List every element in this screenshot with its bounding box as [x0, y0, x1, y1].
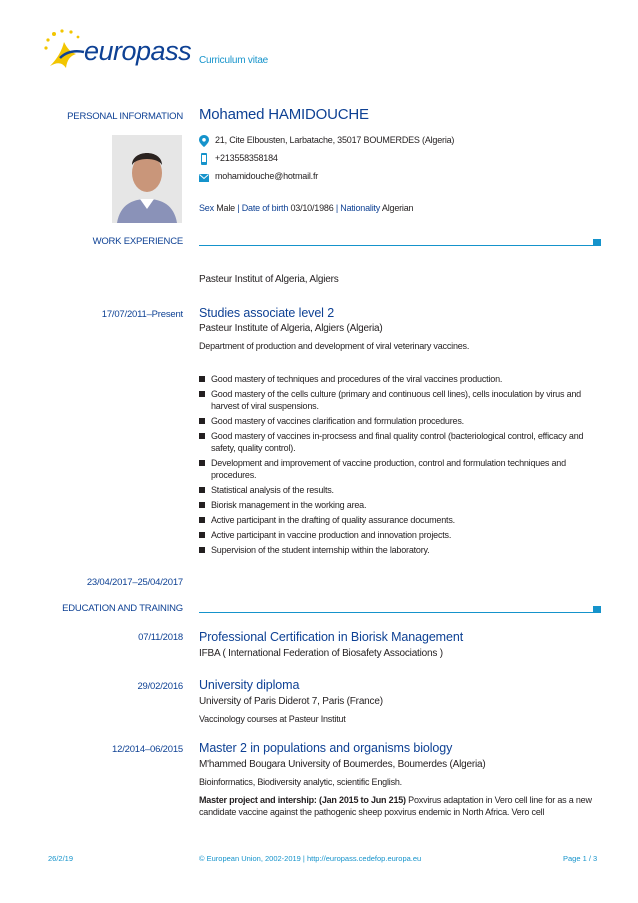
edu-title: Master 2 in populations and organisms biology: [199, 741, 453, 755]
email-text[interactable]: mohamidouche@hotmail.fr: [215, 171, 319, 181]
edu-date: 07/11/2018: [138, 632, 183, 643]
list-item: Good mastery of vaccines in-procsess and final quality control (bacteriological control, efficacy and safety, quality control).: [199, 430, 609, 454]
edu-org: IFBA ( International Federation of Biosafety Associations ): [199, 648, 443, 659]
list-item: Good mastery of techniques and procedures of the viral vaccines production.: [199, 373, 609, 385]
edu-detail: Vaccinology courses at Pasteur Institut: [199, 714, 346, 724]
list-item: Biorisk management in the working area.: [199, 499, 609, 511]
edu-project-text: Poxvirus adaptation in Vero cell line for as a new candidate vaccine against the pathogenic sheep poxvirus endemic in North Africa. Vero cell: [199, 795, 592, 817]
section-divider-work: [199, 245, 599, 246]
footer-page-number: Page 1 / 3: [563, 854, 598, 863]
list-item: Supervision of the student internship within the laboratory.: [199, 544, 609, 556]
edu-project-heading: Master project and intership: (Jan 2015 to Jun 215): [199, 795, 406, 805]
dob-label: Date of birth: [241, 203, 289, 213]
location-pin-icon: [199, 135, 209, 147]
job-employer: Pasteur Institute of Algeria, Algiers (Algeria): [199, 323, 383, 334]
edu-date: 29/02/2016: [137, 681, 183, 692]
extra-date: 23/04/2017–25/04/2017: [86, 577, 183, 588]
job-date: 17/07/2011–Present: [101, 309, 183, 320]
job-title: Studies associate level 2: [199, 306, 335, 320]
sex-value: Male: [216, 203, 235, 213]
edu-title: University diploma: [199, 678, 300, 692]
job-responsibilities-list: [199, 373, 609, 559]
footer-date: 26/2/19: [48, 854, 74, 863]
list-item: Good mastery of the cells culture (primary and continuous cell lines), cells inoculation by virus and harvest of viral suspensions.: [199, 388, 609, 412]
list-item: Active participant in vaccine production and innovation projects.: [199, 529, 609, 541]
edu-org: University of Paris Diderot 7, Paris (France): [199, 696, 383, 707]
edu-project: [199, 794, 609, 818]
mobile-phone-icon: [199, 153, 209, 165]
doc-title: Curriculum vitae: [199, 55, 269, 66]
section-divider-square: [593, 606, 601, 613]
logo-text: europass: [84, 36, 192, 66]
section-label-work: WORK EXPERIENCE: [92, 236, 183, 247]
profile-photo: [112, 135, 182, 223]
edu-org: M'hammed Bougara University of Boumerdes, Boumerdes (Algeria): [199, 759, 486, 770]
list-item: Good mastery of vaccines clarification and formulation procedures.: [199, 415, 609, 427]
list-item: Statistical analysis of the results.: [199, 484, 609, 496]
section-divider-education: [199, 612, 599, 613]
personal-details-line: Sex Male | Date of birth 03/10/1986 | Nationality Algerian: [199, 203, 414, 213]
edu-title: Professional Certification in Biorisk Management: [199, 630, 464, 644]
edu-detail: Bioinformatics, Biodiversity analytic, scientific English.: [199, 777, 402, 787]
edu-date: 12/2014–06/2015: [112, 744, 183, 755]
nationality-label: Nationality: [340, 203, 381, 213]
person-name: Mohamed HAMIDOUCHE: [199, 106, 369, 123]
nationality-value: Algerian: [381, 203, 414, 213]
europass-logo: [40, 28, 190, 74]
job-department: Department of production and development of viral veterinary vaccines.: [199, 341, 470, 351]
employer-line: Pasteur Institut of Algeria, Algiers: [199, 274, 339, 285]
address-text: 21, Cite Elbousten, Larbatache, 35017 BOUMERDES (Algeria): [215, 135, 455, 145]
dob-value: 03/10/1986: [290, 203, 334, 213]
sex-label: Sex: [199, 203, 214, 213]
list-item: Development and improvement of vaccine production, control and formulation techniques and procedures.: [199, 457, 609, 481]
phone-text[interactable]: +213558358184: [215, 153, 278, 163]
section-label-personal: PERSONAL INFORMATION: [67, 111, 183, 122]
footer-copyright[interactable]: © European Union, 2002-2019 | http://europass.cedefop.europa.eu: [199, 854, 422, 863]
section-divider-square: [593, 239, 601, 246]
list-item: Active participant in the drafting of quality assurance documents.: [199, 514, 609, 526]
section-label-education: EDUCATION AND TRAINING: [62, 603, 183, 614]
email-icon: [199, 172, 209, 184]
